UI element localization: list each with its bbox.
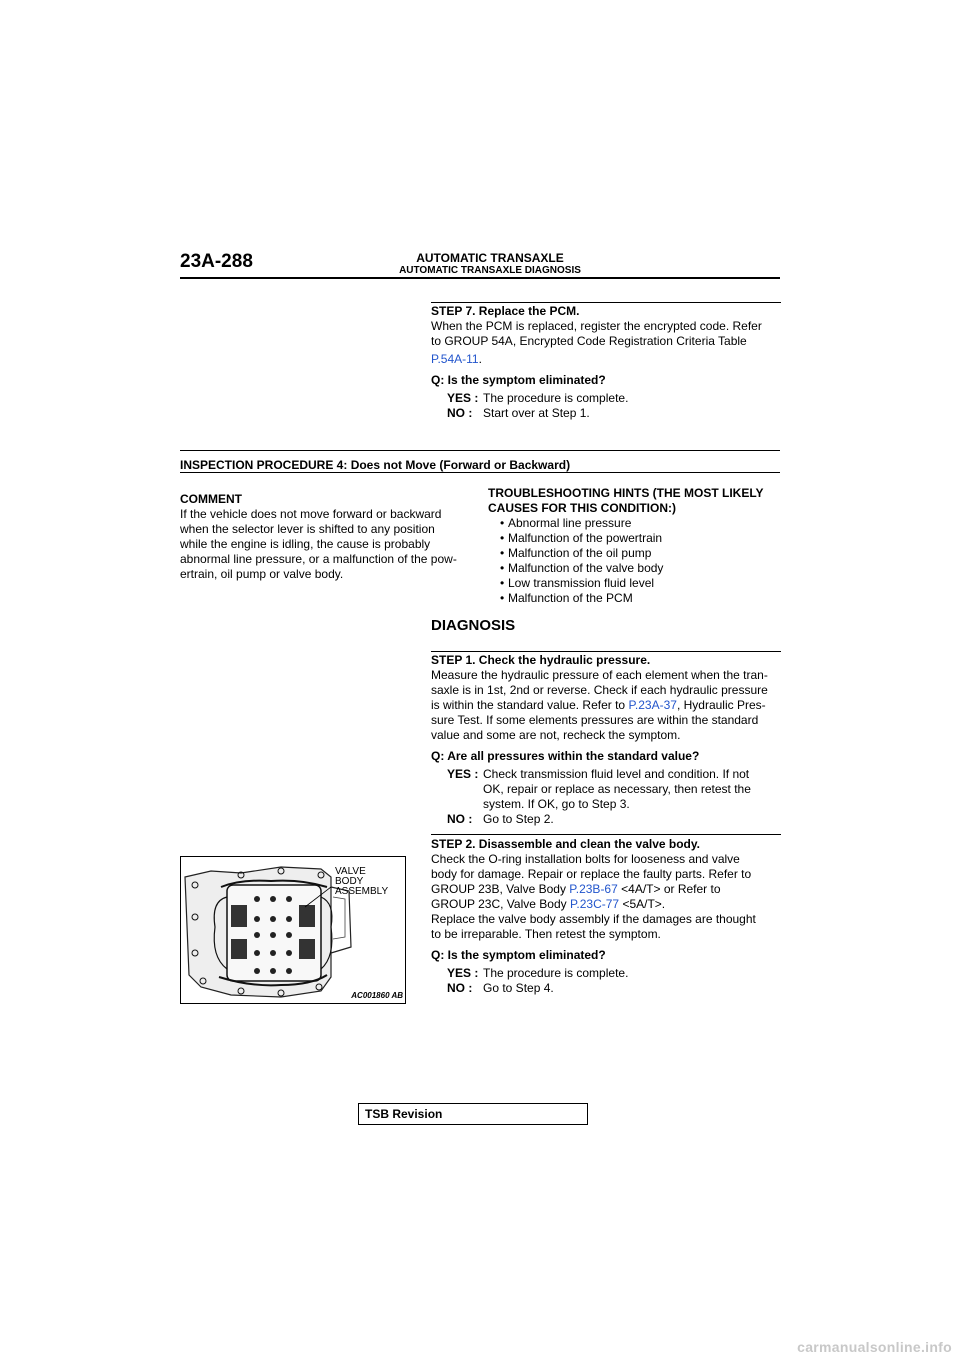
step2-body-line: Check the O-ring installation bolts for looseness and valve [431,852,740,866]
no-key: NO : [447,812,473,826]
no-key: NO : [447,406,473,420]
step7-block [431,304,781,421]
step1-body-line: saxle is in 1st, 2nd or reverse. Check if each hydraulic pressure [431,683,768,697]
no-value: Go to Step 4. [483,981,554,995]
step2-yes [447,966,781,981]
step7-no [447,406,781,421]
yes-key: YES : [447,767,479,781]
comment-line: If the vehicle does not move forward or backward [180,507,442,521]
page-number: 23A-288 [180,251,253,272]
comment-line: while the engine is idling, the cause is probably [180,537,431,551]
comment-line: abnormal line pressure, or a malfunction of the pow- [180,552,457,566]
list-item-text: Malfunction of the PCM [508,591,633,605]
tsb-revision-label: TSB Revision [365,1107,443,1121]
hints-heading: CAUSES FOR THIS CONDITION:) [488,501,676,515]
comment-line: when the selector lever is shifted to any position [180,522,435,536]
step2-text: <4A/T> or Refer to [617,882,721,896]
step7-ref [431,352,781,367]
bullet-icon: • [500,516,505,530]
yes-value: The procedure is complete. [483,391,629,405]
step1-body-line: sure Test. If some elements pressures are within the standard [431,713,759,727]
list-item-text: Malfunction of the oil pump [508,546,652,560]
step2-block [431,837,781,996]
step2-body-line: Replace the valve body assembly if the damages are thought [431,912,756,926]
figure-label: VALVE [335,866,366,877]
bullet-icon: • [500,591,505,605]
step2-text: GROUP 23C, Valve Body [431,897,570,911]
bullet-icon: • [500,546,505,560]
yes-value: Check transmission fluid level and condition. If not OK, repair or replace as necessary, then retest the system. If OK, go to Step 3. [483,767,751,811]
no-value: Start over at Step 1. [483,406,590,420]
figure-label: BODY [335,876,364,887]
step2-text: <5A/T>. [619,897,666,911]
step2-text: GROUP 23B, Valve Body [431,882,570,896]
hints-heading: TROUBLESHOOTING HINTS (THE MOST LIKELY [488,486,764,500]
list-item-text: Low transmission fluid level [508,576,655,590]
tsb-revision-box [358,1103,588,1125]
section-subtitle: AUTOMATIC TRANSAXLE DIAGNOSIS [399,265,581,276]
step7-title: STEP 7. Replace the PCM. [431,304,580,318]
watermark: carmanualsonline.info [797,1339,952,1355]
comment-heading: COMMENT [180,492,242,506]
yes-value: The procedure is complete. [483,966,629,980]
list-item [500,561,788,576]
hints-list [488,516,788,606]
step1-yes [447,767,781,812]
valve-body-illustration [181,857,405,1003]
step2-rule [431,834,781,835]
step7-body-line: to GROUP 54A, Encrypted Code Registration Criteria Table [431,334,747,348]
no-value: Go to Step 2. [483,812,554,826]
step2-no [447,981,781,996]
figure-code: AC001860 AB [351,991,403,1000]
bullet-icon: • [500,576,505,590]
list-item [500,531,788,546]
valve-body-figure [180,856,406,1004]
step7-body-line: When the PCM is replaced, register the encrypted code. Refer [431,319,762,333]
ip4-top-rule [180,450,780,451]
step2-body-line [431,897,781,912]
step7-rule [431,302,781,303]
list-item-text: Abnormal line pressure [508,516,632,530]
step2-link-4at[interactable]: P.23B-67 [569,882,618,896]
step1-text: is within the standard value. Refer to [431,698,629,712]
step1-link[interactable]: P.23A-37 [628,698,677,712]
step2-body-line: to be irreparable. Then retest the symptom. [431,927,661,941]
list-item [500,546,788,561]
troubleshooting-hints [488,486,788,606]
step7-yes [447,391,781,406]
ip4-bottom-rule [180,472,780,473]
step2-question: Q: Is the symptom eliminated? [431,948,606,962]
list-item [500,516,788,531]
diagnosis-heading: DIAGNOSIS [431,617,516,634]
step2-body-line [431,882,781,897]
step1-text: , Hydraulic Pres- [676,698,766,712]
step1-question: Q: Are all pressures within the standard value? [431,749,700,763]
step1-rule [431,651,781,652]
figure-label: ASSEMBLY [335,886,389,897]
comment-block [180,492,465,582]
step2-title: STEP 2. Disassemble and clean the valve body. [431,837,701,851]
step1-body-line: value and some are not, recheck the symptom. [431,728,681,742]
comment-line: ertrain, oil pump or valve body. [180,567,344,581]
step7-link[interactable]: P.54A-11 [431,352,479,366]
step7-link-suffix: . [478,352,482,366]
step1-body-line [431,698,781,713]
header-rule [180,277,780,279]
list-item [500,576,788,591]
list-item-text: Malfunction of the powertrain [508,531,663,545]
step1-block [431,653,781,827]
bullet-icon: • [500,561,505,575]
inspection-procedure-title: INSPECTION PROCEDURE 4: Does not Move (Forward or Backward) [180,458,571,472]
no-key: NO : [447,981,473,995]
step2-body-line: body for damage. Repair or replace the faulty parts. Refer to [431,867,752,881]
step7-question: Q: Is the symptom eliminated? [431,373,606,387]
step1-body-line: Measure the hydraulic pressure of each element when the tran- [431,668,768,682]
section-title: AUTOMATIC TRANSAXLE [416,251,564,265]
yes-key: YES : [447,966,479,980]
list-item-text: Malfunction of the valve body [508,561,664,575]
bullet-icon: • [500,531,505,545]
step1-no [447,812,781,827]
step2-link-5at[interactable]: P.23C-77 [569,897,620,911]
yes-key: YES : [447,391,479,405]
step1-title: STEP 1. Check the hydraulic pressure. [431,653,651,667]
list-item [500,591,788,606]
